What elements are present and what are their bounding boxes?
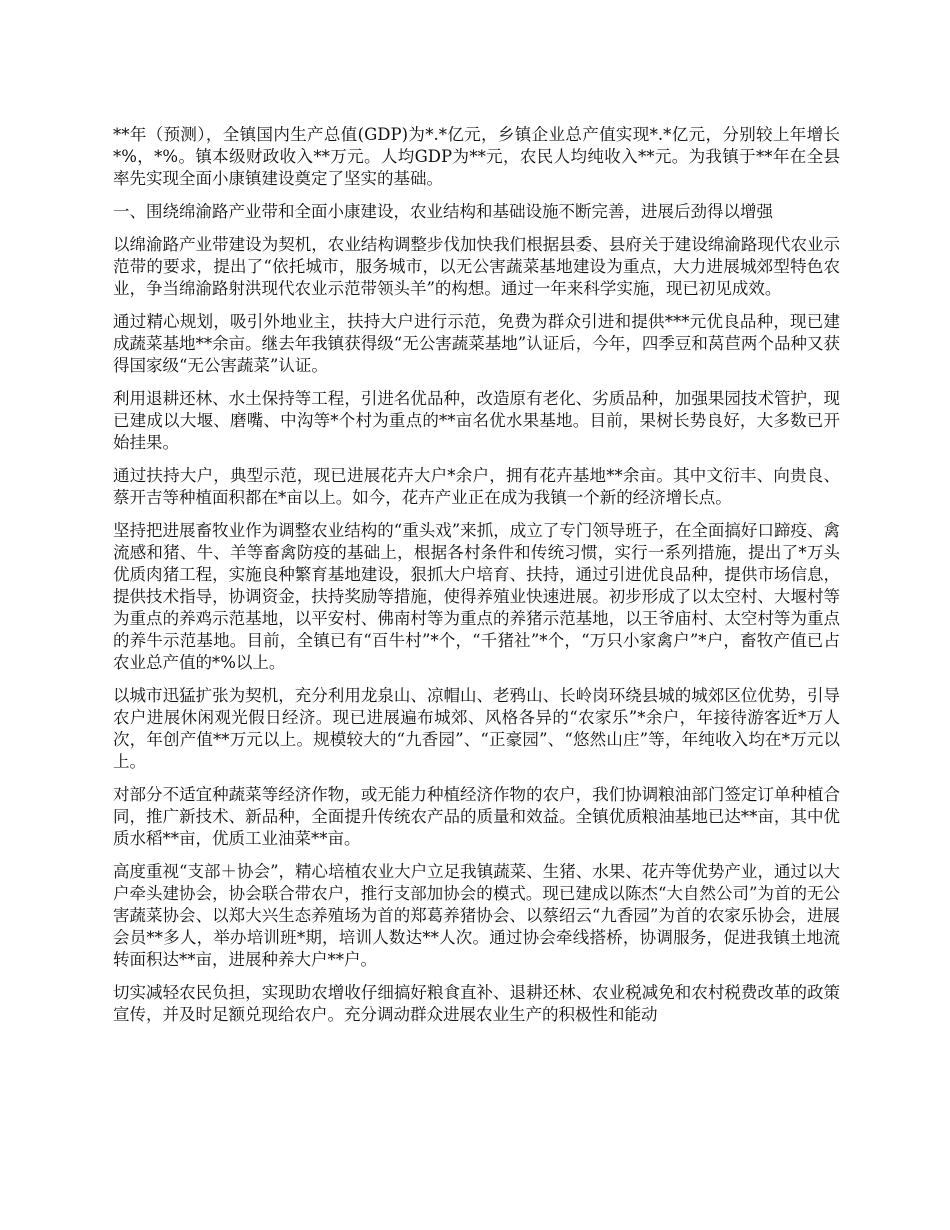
paragraph-associations: 高度重视“支部＋协会”，精心培植农业大户立足我镇蔬菜、生猪、水果、花卉等优势产业，通过以大户牵头建协会，协会联合带农户，推行支部加协会的模式。现已建成以陈杰“大自然公司”为首的无公害蔬菜协会、以郑大兴生态养殖场为首的郑葛养猪协会、以蔡绍云“九香园”为首的农家乐协会，进展会员**多人，举办培训班*期，培训人数达**人次。通过协会牵线搭桥，协调服务，促进我镇土地流转面积达**亩，进展种养大户**户。: [113, 862, 840, 969]
paragraph-farmer-burden: 切实减轻农民负担，实现助农增收仔细搞好粮食直补、退耕还林、农业税减免和农村税费改革的政策宣传，并及时足额兑现给农户。充分调动群众进展农业生产的积极性和能动: [113, 983, 840, 1024]
paragraph-industry-belt: 以绵渝路产业带建设为契机，农业结构调整步伐加快我们根据县委、县府关于建设绵渝路现代农业示范带的要求，提出了“依托城市，服务城市，以无公害蔬菜基地建设为重点，大力进展城郊型特色农业，争当绵渝路射洪现代农业示范带领头羊”的构想。通过一年来科学实施，现已初见成效。: [113, 235, 840, 298]
paragraph-fruit-base: 利用退耕还林、水土保持等工程，引进名优品种，改造原有老化、劣质品种，加强果园技术管护，现已建成以大堰、磨嘴、中沟等*个村为重点的**亩名优水果基地。目前，果树长势良好，大多数已开始挂果。: [113, 389, 840, 452]
paragraph-gdp-summary: **年（预测），全镇国内生产总值(GDP)为*.*亿元，乡镇企业总产值实现*.*亿元，分别较上年增长*%，*%。镇本级财政收入**万元。人均GDP为**元，农民人均纯收入**元。为我镇于**年在全县率先实现全面小康镇建设奠定了坚实的基础。: [113, 125, 840, 188]
section-heading-agriculture: 一、围绕绵渝路产业带和全面小康建设，农业结构和基础设施不断完善，进展后劲得以增强: [113, 202, 773, 221]
paragraph-grain-oil: 对部分不适宜种蔬菜等经济作物，或无能力种植经济作物的农户，我们协调粮油部门签定订单种植合同，推广新技术、新品种，全面提升传统农产品的质量和效益。全镇优质粮油基地已达**亩，其中优质水稻**亩，优质工业油菜**亩。: [113, 785, 840, 848]
document-body: [113, 124, 840, 1037]
paragraph-flower-industry: 通过扶持大户，典型示范，现已进展花卉大户*余户，拥有花卉基地**余亩。其中文衍丰、向贵良、蔡开吉等种植面积都在*亩以上。如今，花卉产业正在成为我镇一个新的经济增长点。: [113, 466, 840, 507]
paragraph-leisure-tourism: 以城市迅猛扩张为契机，充分利用龙泉山、凉帽山、老鸦山、长岭岗环绕县城的城郊区位优势，引导农户进展休闲观光假日经济。现已进展遍布城郊、风格各异的“农家乐”*余户，年接待游客近*万人次，年创产值**万元以上。规模较大的“九香园”、“正豪园”、“悠然山庄”等，年纯收入均在*万元以上。: [113, 686, 840, 771]
paragraph-livestock: 坚持把进展畜牧业作为调整农业结构的“重头戏”来抓，成立了专门领导班子，在全面搞好口蹄疫、禽流感和猪、牛、羊等畜禽防疫的基础上，根据各村条件和传统习惯，实行一系列措施，提出了*万头优质肉猪工程，实施良种繁育基地建设，狠抓大户培育、扶持，通过引进优良品种，提供市场信息，提供技术指导，协调资金，扶持奖励等措施，使得养殖业快速进展。初步形成了以太空村、大堰村等为重点的养鸡示范基地，以平安村、佛南村等为重点的养猪示范基地，以王爷庙村、太空村等为重点的养牛示范基地。目前，全镇已有“百牛村”*个，“千猪社”*个，“万只小家禽户”*户，畜牧产值已占农业总产值的*%以上。: [113, 521, 840, 672]
paragraph-vegetable-base: 通过精心规划，吸引外地业主，扶持大户进行示范，免费为群众引进和提供***元优良品种，现已建成蔬菜基地**余亩。继去年我镇获得级“无公害蔬菜基地”认证后，今年，四季豆和莴苣两个品种又获得国家级“无公害蔬菜”认证。: [113, 312, 840, 375]
